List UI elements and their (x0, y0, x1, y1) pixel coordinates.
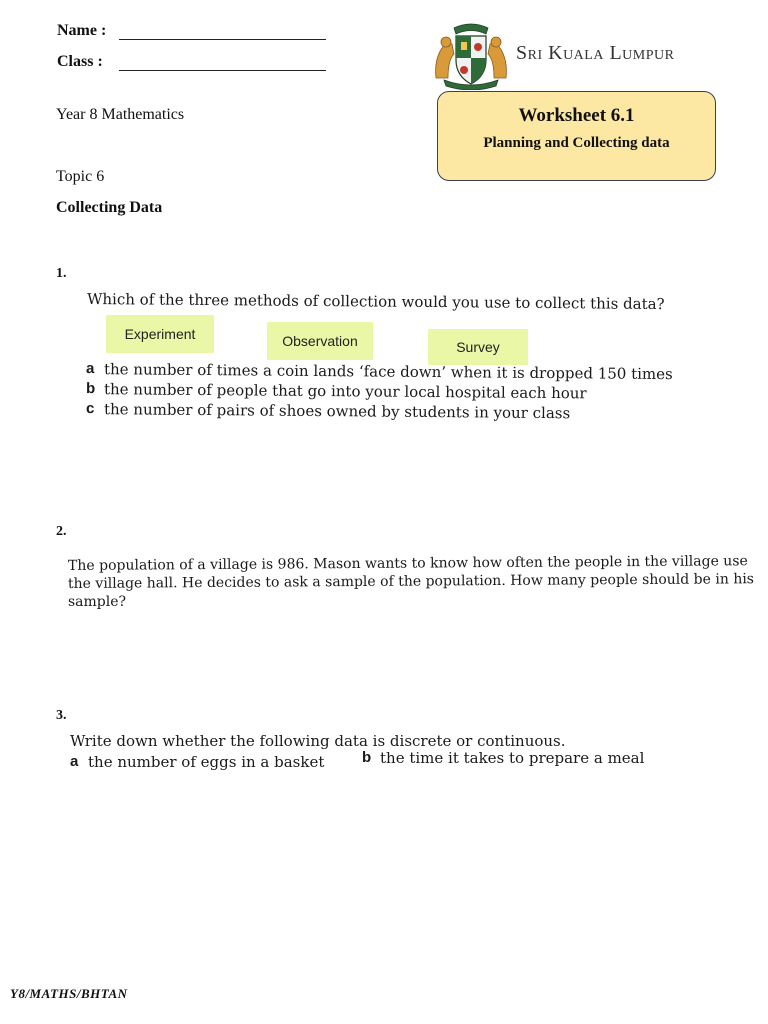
q1-item-a-text: the number of times a coin lands ‘face down’ when it is dropped 150 times (103, 360, 673, 384)
school-name: Sri Kuala Lumpur (516, 42, 675, 64)
q1-item-a (86, 360, 673, 383)
footer-code: Y8/MATHS/BHTAN (10, 986, 128, 1001)
q3-item-b-text: the time it takes to prepare a meal (380, 749, 645, 767)
school-crest-icon (432, 20, 510, 90)
q1-item-c (86, 400, 570, 422)
topic-label: Topic 6 (56, 168, 105, 185)
q1-text: Which of the three methods of collection would you use to collect this data? (86, 290, 665, 314)
method-experiment: Experiment (106, 315, 214, 353)
q2-number: 2. (56, 524, 67, 539)
q1-item-a-key: a (85, 360, 95, 378)
q3-item-b (362, 749, 644, 767)
q2-line-1: The population of a village is 986. Mason wants to know how often the people in the village use (67, 553, 748, 574)
subject-text: Year 8 Mathematics (56, 106, 185, 123)
q3-number: 3. (56, 708, 67, 723)
method-observation: Observation (267, 322, 373, 360)
q1-number: 1. (56, 266, 67, 281)
worksheet-box (437, 91, 716, 181)
worksheet-title: Worksheet 6.1 (518, 105, 635, 126)
q3-item-a (70, 753, 324, 771)
topic-title: Collecting Data (56, 199, 163, 216)
class-line[interactable] (119, 56, 326, 71)
q3-item-a-text: the number of eggs in a basket (88, 753, 325, 771)
q1-item-c-text: the number of pairs of shoes owned by students in your class (103, 400, 571, 423)
q3-item-b-key: b (362, 749, 372, 766)
method-survey: Survey (428, 329, 528, 365)
name-label: Name : (57, 22, 107, 39)
class-field[interactable] (57, 53, 326, 71)
class-label: Class : (57, 53, 103, 70)
q1-item-b (86, 380, 587, 402)
q1-item-b-key: b (85, 380, 96, 398)
name-line[interactable] (119, 25, 326, 40)
q3-item-a-key: a (70, 753, 79, 770)
q1-item-c-key: c (85, 400, 95, 418)
q1-item-b-text: the number of people that go into your local hospital each hour (103, 380, 587, 403)
q3-text: Write down whether the following data is discrete or continuous. (70, 732, 566, 750)
name-field[interactable] (57, 22, 326, 40)
worksheet-subtitle: Planning and Collecting data (483, 135, 670, 151)
q2-line-2: the village hall. He decides to ask a sample of the population. How many people should be in his (67, 571, 755, 592)
q2-line-3: sample? (68, 594, 127, 610)
